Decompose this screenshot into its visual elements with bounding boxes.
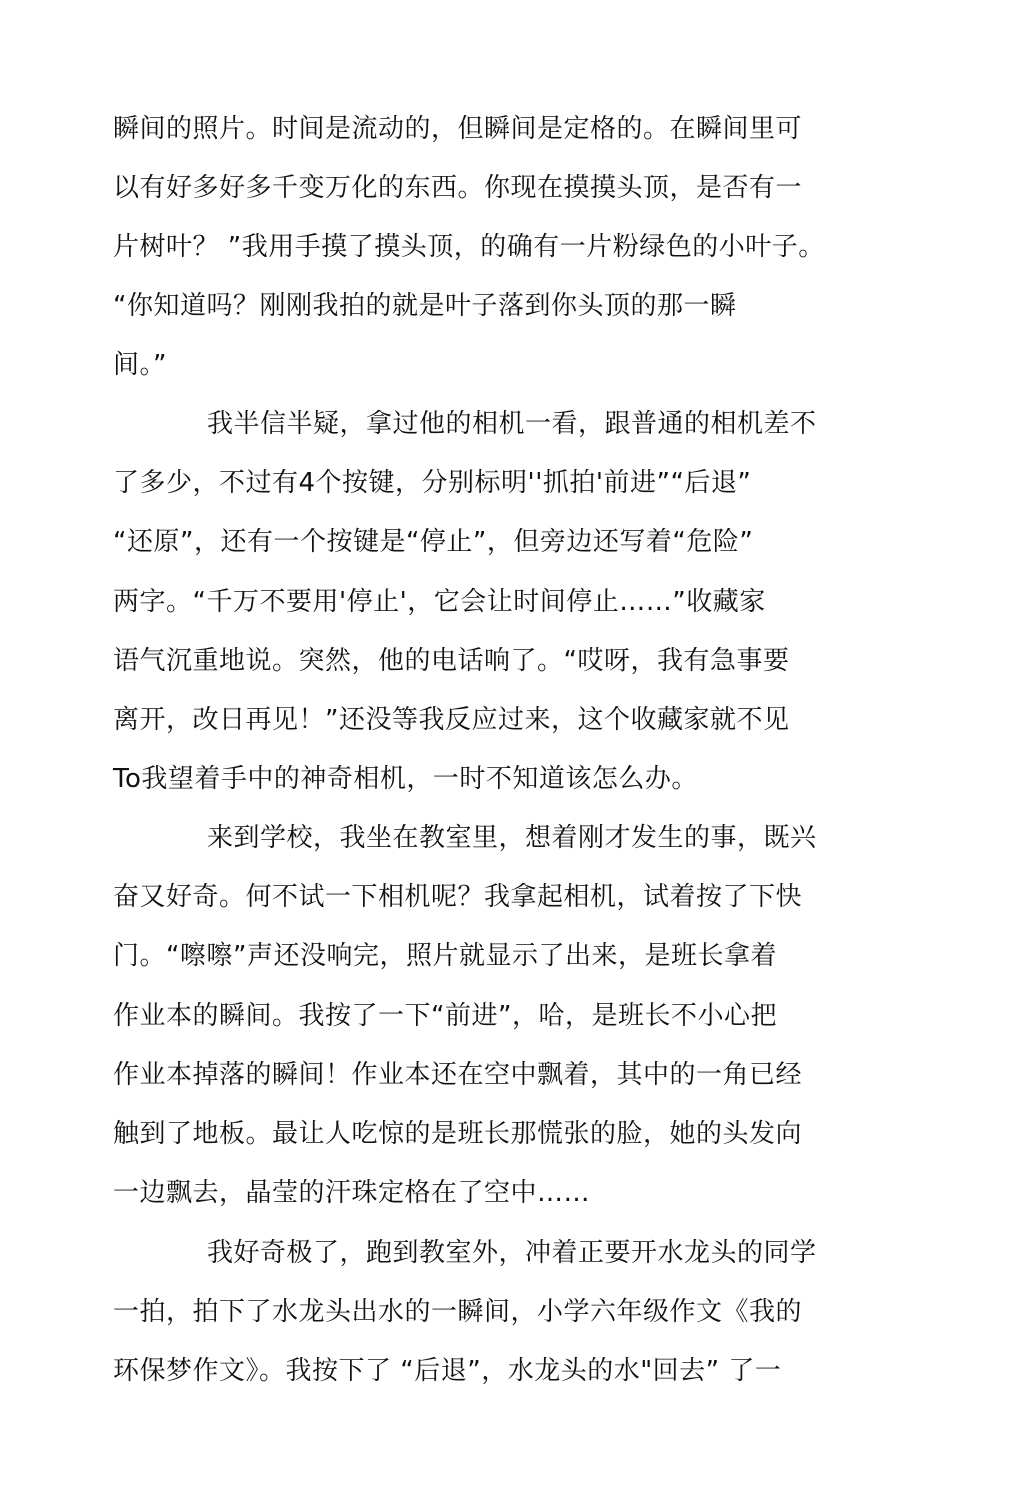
text-line: “你知道吗？刚刚我拍的就是叶子落到你头顶的那一瞬 [113,291,737,321]
text-line: 间。” [113,350,167,380]
text-line: 门。“嚓嚓”声还没响完，照片就显示了出来，是班长拿着 [113,941,777,971]
text-line: 环保梦作文》。我按下了 “后退”，水龙头的水"回去” 了一 [113,1356,782,1386]
text-line: 离开，改日再见！”还没等我反应过来，这个收藏家就不见 [113,705,790,735]
text-line: 一拍，拍下了水龙头出水的一瞬间，小学六年级作文《我的 [113,1297,803,1327]
text-line: 片树叶？ ”我用手摸了摸头顶，的确有一片粉绿色的小叶子。 [113,232,825,262]
text-line: 作业本的瞬间。我按了一下“前进”，哈，是班长不小心把 [113,1001,777,1031]
text-line: 奋又好奇。何不试一下相机呢？我拿起相机，试着按了下快 [113,882,803,912]
text-line: 瞬间的照片。时间是流动的，但瞬间是定格的。在瞬间里可 [113,114,803,144]
text-line: 以有好多好多千变万化的东西。你现在摸摸头顶，是否有一 [113,173,803,203]
text-line: 两字。“千万不要用'停止'，它会让时间停止……”收藏家 [113,587,766,617]
text-line: “还原”，还有一个按键是“停止”，但旁边还写着“危险” [113,527,754,557]
text-line: 语气沉重地说。突然，他的电话响了。“哎呀，我有急事要 [113,646,790,676]
text-line: 一边飘去，晶莹的汗珠定格在了空中…… [113,1178,591,1208]
text-line: 触到了地板。最让人吃惊的是班长那慌张的脸，她的头发向 [113,1119,803,1149]
text-line: 作业本掉落的瞬间！作业本还在空中飘着，其中的一角已经 [113,1060,803,1090]
paragraph-start-line: 我好奇极了，跑到教室外，冲着正要开水龙头的同学 [207,1238,817,1268]
paragraph-start-line: 来到学校，我坐在教室里，想着刚才发生的事，既兴 [207,823,817,853]
paragraph-start-line: 我半信半疑，拿过他的相机一看，跟普通的相机差不 [207,409,817,439]
text-line: To我望着手中的神奇相机，一时不知道该怎么办。 [113,764,698,794]
text-line: 了多少，不过有4个按键，分别标明''抓拍'前进”“后退” [113,468,752,498]
